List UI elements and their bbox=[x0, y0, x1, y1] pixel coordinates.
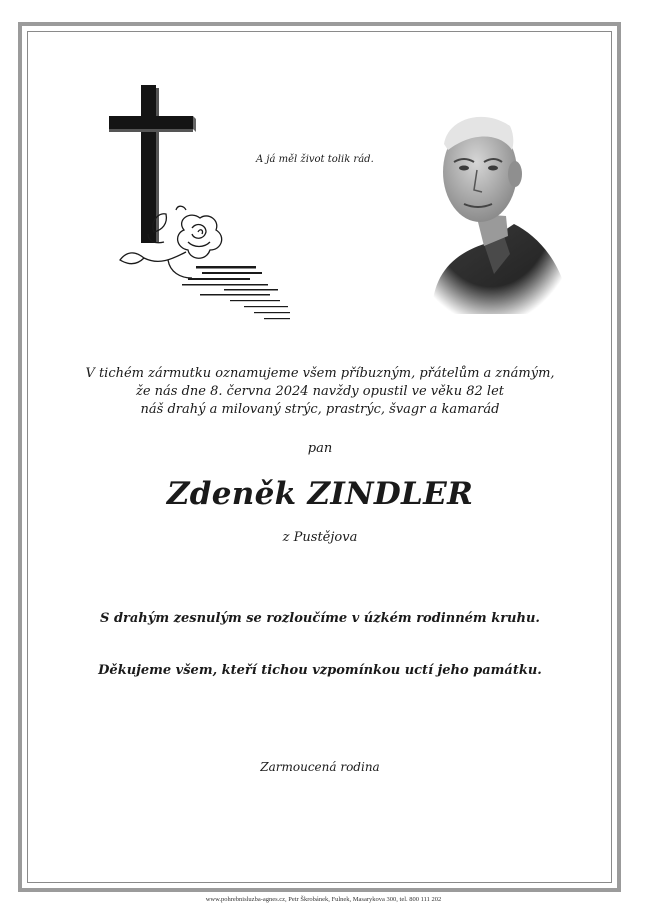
announcement-line: že nás dne 8. června 2024 navždy opustil ve věku 82 let bbox=[136, 384, 504, 399]
cross-icon bbox=[104, 82, 296, 322]
family-signature: Zarmoucená rodina bbox=[260, 760, 380, 774]
farewell-notice: S drahým zesnulým se rozloučíme v úzkém rodinném kruhu. bbox=[100, 611, 540, 626]
funeral-service-footer: www.pohrebnisluzba-agnes.cz, Petr Škrobánek, Fulnek, Masarykova 300, tel. 800 111 202 bbox=[205, 896, 442, 903]
portrait-photo bbox=[414, 104, 568, 314]
announcement-text bbox=[30, 365, 610, 419]
motto-quote: A já měl život tolik rád. bbox=[256, 154, 374, 165]
deceased-origin: z Pustějova bbox=[282, 530, 358, 545]
deceased-name: Zdeněk ZINDLER bbox=[166, 476, 474, 512]
announcement-line: V tichém zármutku oznamujeme všem příbuzným, přátelům a známým, bbox=[85, 366, 555, 381]
thanks-notice: Děkujeme všem, kteří tichou vzpomínkou uctí jeho památku. bbox=[98, 663, 542, 678]
announcement-line: náš drahý a milovaný strýc, prastrýc, švagr a kamarád bbox=[140, 402, 500, 417]
title-word: pan bbox=[307, 441, 333, 456]
cross-with-rose-illustration bbox=[104, 82, 296, 322]
